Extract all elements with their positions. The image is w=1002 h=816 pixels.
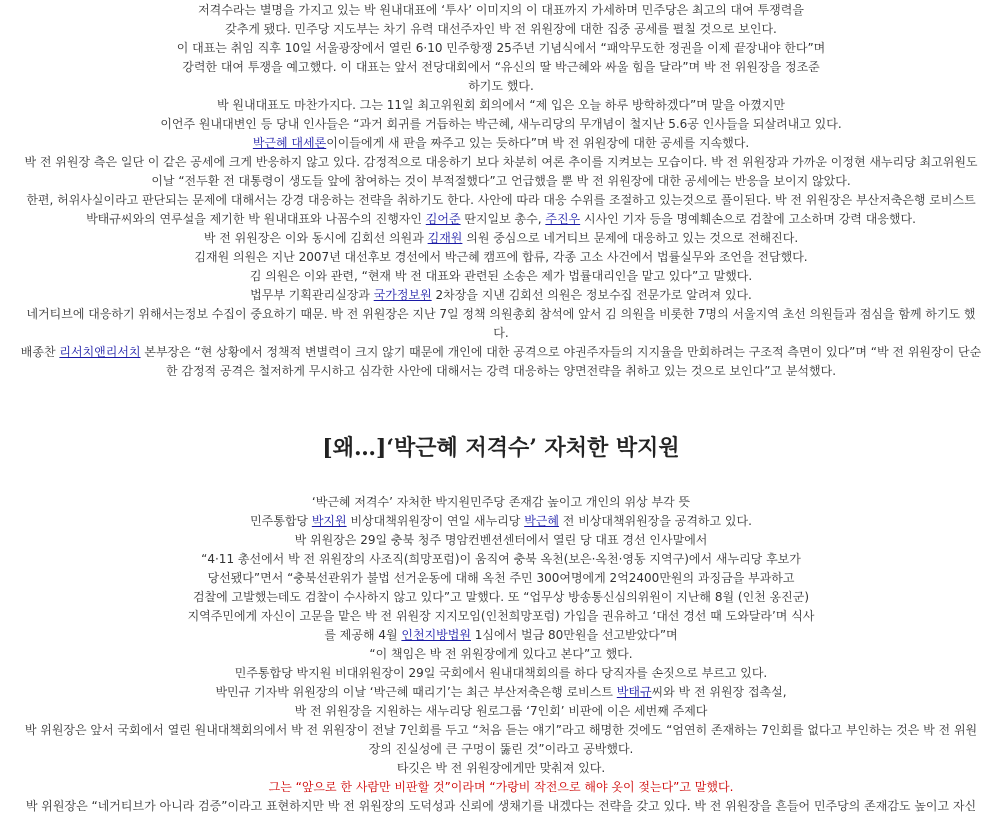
text-segment: 다. — [493, 326, 509, 340]
text-segment: 1심에서 벌금 80만원을 선고받았다”며 — [470, 628, 678, 642]
text-segment: 민주통합당 박지원 비대위원장이 29일 국회에서 원내대책회의를 하다 당직자를 손짓으로 부르고 있다. — [234, 666, 768, 680]
text-line — [0, 664, 1002, 683]
text-line — [0, 77, 1002, 96]
text-line — [0, 683, 1002, 702]
text-line — [0, 115, 1002, 134]
text-line — [0, 153, 1002, 172]
text-segment: 박 위원장은 29일 충북 청주 명암컨벤션센터에서 열린 당 대표 경선 인사말에서 — [294, 533, 708, 547]
text-line — [0, 493, 1002, 512]
text-segment: 를 제공해 4월 — [324, 628, 402, 642]
text-segment: 장의 진실성에 큰 구멍이 뚫린 것”이라고 공박했다. — [368, 742, 634, 756]
text-segment: 전 비상대책위원장을 공격하고 있다. — [558, 514, 752, 528]
text-segment: 의원 중심으로 네거티브 문제에 대응하고 있는 것으로 전해진다. — [462, 231, 799, 245]
text-segment: 네거티브에 대응하기 위해서는정보 수집이 중요하기 때문. 박 전 위원장은 지난 7일 정책 의원총회 참석에 앞서 김 의원을 비롯한 7명의 서울지역 초선 의원들과 점심을 함께 하기도 했 — [26, 307, 976, 321]
text-line — [0, 20, 1002, 39]
text-segment: 본부장은 “현 상황에서 정책적 변별력이 크지 않기 때문에 개인에 대한 공격으로 야권주자들의 지지율을 만회하려는 구조적 측면이 있다”며 “박 전 위원장이 단순 — [140, 345, 982, 359]
text-line — [0, 721, 1002, 740]
text-segment: 박 위원장은 “네거티브가 아니라 검증”이라고 표현하지만 박 전 위원장의 도덕성과 신뢰에 생채기를 내겠다는 전략을 갖고 있다. 박 전 위원장을 흔들어 민주당의 존재감도 높이고 자신 — [25, 799, 977, 813]
text-segment: 김 의원은 이와 관련, “현재 박 전 대표와 관련된 소송은 제가 법률대리인을 맡고 있다”고 말했다. — [249, 269, 753, 283]
keyword-link[interactable]: 박태규 — [616, 685, 652, 699]
text-line — [0, 1, 1002, 20]
text-segment: 저격수라는 별명을 가지고 있는 박 원내대표에 ‘투사’ 이미지의 이 대표까지 가세하며 민주당은 최고의 대여 투쟁력을 — [198, 3, 804, 17]
text-segment: 시사인 기자 등을 명예훼손으로 검찰에 고소하며 강력 대응했다. — [580, 212, 916, 226]
text-segment: ‘박근혜 저격수’ 자처한 박지원민주당 존재감 높이고 개인의 위상 부각 뜻 — [311, 495, 691, 509]
text-segment: 박태규씨와의 연루설을 제기한 박 원내대표와 나꼼수의 진행자인 — [86, 212, 426, 226]
text-segment: 박 전 위원장 측은 일단 이 같은 공세에 크게 반응하지 않고 있다. 감정적으로 대응하기 보다 차분히 여론 추이를 지켜보는 모습이다. 박 전 위원장과 가까운 이정현 새누리당 최고위원도 — [24, 155, 978, 169]
text-line — [0, 286, 1002, 305]
text-line — [0, 759, 1002, 778]
text-line — [0, 607, 1002, 626]
text-segment: 이 대표는 취임 직후 10일 서울광장에서 열린 6·10 민주항쟁 25주년 기념식에서 “패악무도한 정권을 이제 끝장내야 한다”며 — [176, 41, 826, 55]
text-segment: 김재원 의원은 지난 2007년 대선후보 경선에서 박근혜 캠프에 합류, 각종 고소 사건에서 법률실무와 조언을 전담했다. — [194, 250, 808, 264]
text-line — [0, 343, 1002, 362]
keyword-link[interactable]: 박근혜 — [524, 514, 559, 528]
text-line — [0, 267, 1002, 286]
article-body-part-2 — [0, 493, 1002, 816]
text-line — [0, 39, 1002, 58]
text-segment: 법무부 기획관리실장과 — [250, 288, 374, 302]
keyword-link[interactable]: 리서치앤리서치 — [59, 345, 141, 359]
text-segment: 당선됐다”면서 “충북선관위가 불법 선거운동에 대해 옥천 주민 300여명에게 2억2400만원의 과징금을 부과하고 — [207, 571, 795, 585]
text-segment: 배종찬 — [20, 345, 60, 359]
text-segment: 지역주민에게 자신이 고문을 맡은 박 전 위원장 지지모임(인천희망포럼) 가입을 권유하고 ‘대선 경선 때 도와달라’며 식사 — [187, 609, 815, 623]
text-line — [0, 531, 1002, 550]
text-segment: 민주통합당 — [250, 514, 312, 528]
text-segment: 박 전 위원장은 이와 동시에 김회선 의원과 — [203, 231, 428, 245]
text-line — [0, 645, 1002, 664]
text-line — [0, 362, 1002, 381]
text-segment: 강력한 대여 투쟁을 예고했다. 이 대표는 앞서 전당대회에서 “유신의 딸 박근혜와 싸울 힘을 달라”며 박 전 위원장을 정조준 — [182, 60, 820, 74]
text-segment: 2차장을 지낸 김회선 의원은 정보수집 전문가로 알려져 있다. — [431, 288, 752, 302]
text-line — [0, 626, 1002, 645]
keyword-link[interactable]: 주진우 — [545, 212, 581, 226]
text-line — [0, 191, 1002, 210]
keyword-link[interactable]: 김재원 — [427, 231, 463, 245]
text-line — [0, 740, 1002, 759]
text-segment: 박 원내대표도 마찬가지다. 그는 11일 최고위원회 회의에서 “제 입은 오늘 하루 방학하겠다”며 말을 아꼈지만 — [217, 98, 785, 112]
text-segment: 이이들에게 새 판을 짜주고 있는 듯하다”며 박 전 위원장에 대한 공세를 지속했다. — [326, 136, 750, 150]
text-line — [0, 305, 1002, 324]
text-segment: 박 전 위원장을 지원하는 새누리당 원로그룹 ‘7인회’ 비판에 이은 세번째 주제다 — [294, 704, 708, 718]
text-segment: 타깃은 박 전 위원장에게만 맞춰져 있다. — [396, 761, 606, 775]
text-segment: 갖추게 됐다. 민주당 지도부는 차기 유력 대선주자인 박 전 위원장에 대한 집중 공세를 펼칠 것으로 보인다. — [225, 22, 777, 36]
text-line — [0, 702, 1002, 721]
text-segment: 이날 “전두환 전 대통령이 생도들 앞에 참여하는 것이 부적절했다”고 언급했을 뿐 박 전 위원장에 대한 공세에는 반응을 보이지 않았다. — [151, 174, 851, 188]
article-body-part-1 — [0, 0, 1002, 381]
text-segment: 검찰에 고발했는데도 검찰이 수사하지 않고 있다”고 말했다. 또 “업무상 방송통신심의위원이 지난해 8월 (인천 옹진군) — [192, 590, 810, 604]
text-line — [0, 229, 1002, 248]
keyword-link[interactable]: 박근혜 대세론 — [252, 136, 327, 150]
article-title: [왜…]‘박근혜 저격수’ 자처한 박지원 — [322, 435, 680, 461]
text-segment: “4·11 총선에서 박 전 위원장의 사조직(희망포럼)이 움직여 충북 옥천(보은·옥천·영동 지역구)에서 새누리당 후보가 — [201, 552, 801, 566]
text-line — [0, 512, 1002, 531]
keyword-link[interactable]: 국가정보원 — [373, 288, 432, 302]
text-segment: 비상대책위원장이 연일 새누리당 — [346, 514, 525, 528]
text-segment: 박민규 기자박 위원장의 이날 ‘박근혜 때리기’는 최근 부산저축은행 로비스트 — [215, 685, 617, 699]
text-segment: 씨와 박 전 위원장 접촉설, — [651, 685, 787, 699]
keyword-link[interactable]: 김어준 — [425, 212, 461, 226]
highlighted-quote-line — [0, 778, 1002, 797]
text-line — [0, 58, 1002, 77]
text-line — [0, 134, 1002, 153]
keyword-link[interactable]: 인천지방법원 — [401, 628, 471, 642]
text-line — [0, 172, 1002, 191]
text-line — [0, 550, 1002, 569]
text-line — [0, 569, 1002, 588]
text-line — [0, 210, 1002, 229]
text-segment: 딴지일보 총수, — [460, 212, 546, 226]
text-segment: 한편, 허위사실이라고 판단되는 문제에 대해서는 강경 대응하는 전략을 취하기도 한다. 사안에 따라 대응 수위를 조절하고 있는것으로 풀이된다. 박 전 위원장은 부산저축은행 로비스트 — [26, 193, 976, 207]
text-line — [0, 96, 1002, 115]
text-segment: 하기도 했다. — [468, 79, 534, 93]
text-line — [0, 248, 1002, 267]
text-line — [0, 324, 1002, 343]
text-segment: 이언주 원내대변인 등 당내 인사들은 “과거 회귀를 거듭하는 박근혜, 새누리당의 무개념이 철지난 5.6공 인사들을 되살려내고 있다. — [160, 117, 842, 131]
keyword-link[interactable]: 박지원 — [311, 514, 347, 528]
text-line — [0, 588, 1002, 607]
text-line — [0, 797, 1002, 816]
text-segment: 그는 “앞으로 한 사람만 비판할 것”이라며 “가랑비 작전으로 해야 옷이 젖는다”고 말했다. — [268, 780, 734, 794]
text-segment: 박 위원장은 앞서 국회에서 열린 원내대책회의에서 박 전 위원장이 전날 7인회를 두고 “처음 듣는 얘기”라고 해명한 것에도 “엄연히 존재하는 7인회를 없다고 부인하는 것은 박 전 위원 — [24, 723, 978, 737]
text-segment: 한 감정적 공격은 철저하게 무시하고 심각한 사안에 대해서는 강력 대응하는 양면전략을 취하고 있는 것으로 보인다”고 분석했다. — [165, 364, 837, 378]
text-segment: “이 책임은 박 전 위원장에게 있다고 본다”고 했다. — [369, 647, 633, 661]
